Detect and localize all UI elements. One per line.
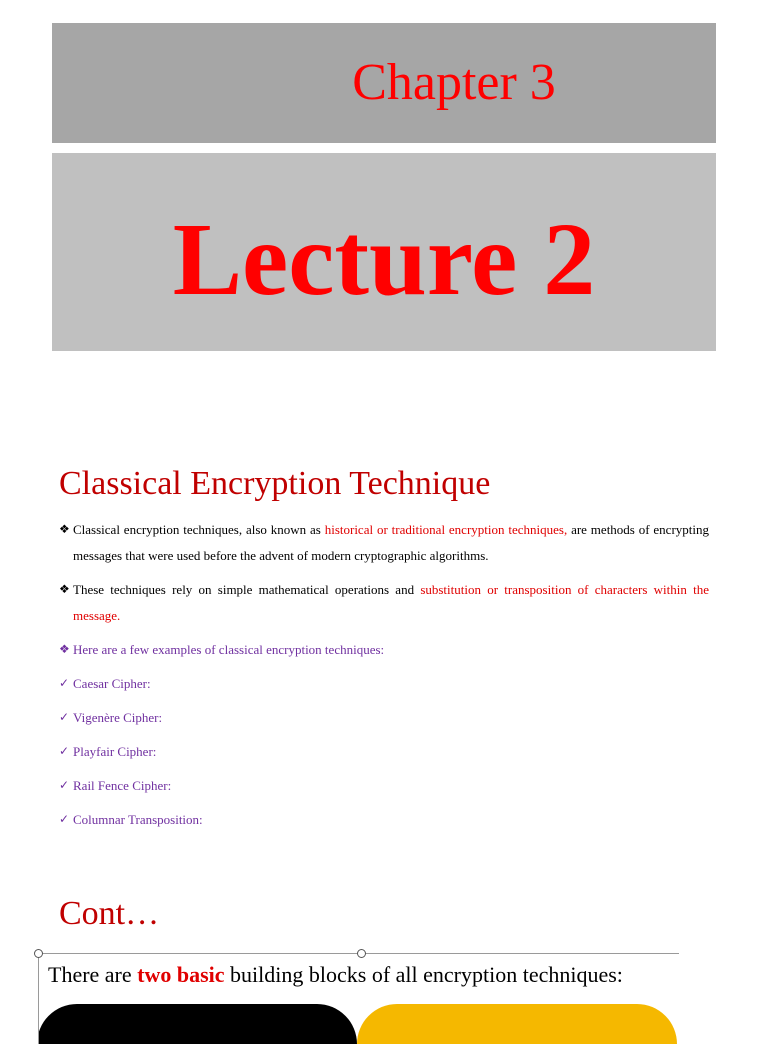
embedded-image[interactable] <box>38 953 679 1044</box>
caption-text: There are <box>48 962 138 987</box>
para2-highlight: substitution or transposition of characters within the message <box>73 582 709 623</box>
para1-text-end: are methods of encrypting messages that were used before the advent of modern cryptographic algorithms. <box>73 522 710 563</box>
diamond-bullet-icon: ❖ <box>59 642 70 656</box>
example-item: Vigenère Cipher: <box>73 710 163 725</box>
paragraph-operations <box>73 577 709 629</box>
section-heading: Classical Encryption Technique <box>59 465 491 502</box>
example-item: Caesar Cipher: <box>73 676 151 691</box>
checkmark-icon: ✓ <box>59 812 70 826</box>
checkmark-icon: ✓ <box>59 676 70 690</box>
paragraph-definition <box>73 517 709 569</box>
chapter-banner <box>52 23 716 143</box>
resize-handle-icon[interactable] <box>357 949 366 958</box>
caption-emphasis: two basic <box>137 962 225 987</box>
para1-text: Classical encryption techniques, also known as <box>73 522 325 537</box>
example-item: Columnar Transposition: <box>73 812 203 827</box>
example-item: Playfair Cipher: <box>73 744 157 759</box>
black-block-shape <box>38 1004 357 1044</box>
checkmark-icon: ✓ <box>59 778 70 792</box>
diamond-bullet-icon: ❖ <box>59 582 70 596</box>
resize-handle-icon[interactable] <box>34 949 43 958</box>
checkmark-icon: ✓ <box>59 744 70 758</box>
yellow-block-shape <box>357 1004 677 1044</box>
para2-text-end: . <box>117 608 121 623</box>
caption-text-end: building blocks of all encryption techniques: <box>224 962 623 987</box>
diamond-bullet-icon: ❖ <box>59 522 70 536</box>
examples-intro: Here are a few examples of classical encryption techniques: <box>73 642 385 657</box>
checkmark-icon: ✓ <box>59 710 70 724</box>
example-item: Rail Fence Cipher: <box>73 778 172 793</box>
lecture-title: Lecture 2 <box>172 202 596 317</box>
cont-heading: Cont… <box>59 895 160 932</box>
embedded-caption <box>48 961 623 989</box>
para2-text: These techniques rely on simple mathematical operations and <box>73 582 421 597</box>
chapter-title: Chapter 3 <box>352 54 556 111</box>
lecture-banner <box>52 153 716 351</box>
para1-highlight: historical or traditional encryption techniques, <box>324 522 568 537</box>
